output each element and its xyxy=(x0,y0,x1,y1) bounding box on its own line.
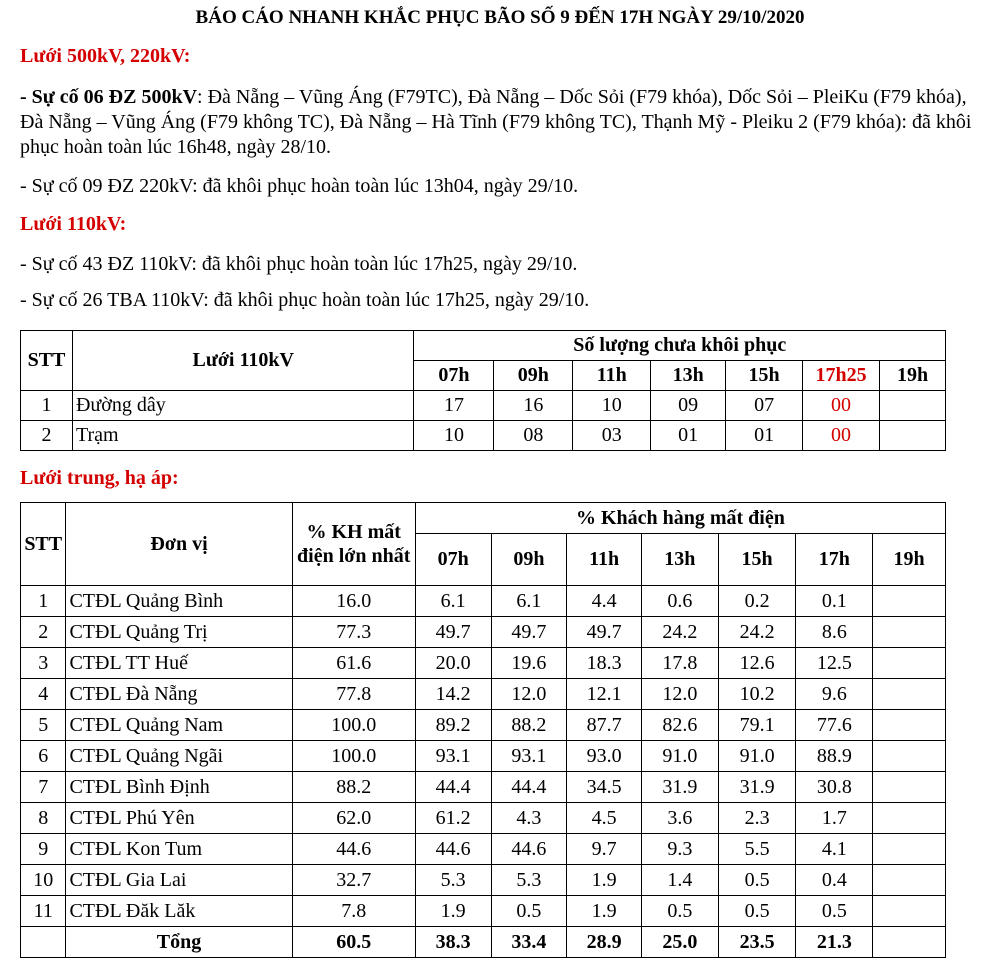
table-row xyxy=(21,617,946,648)
table2-cell-stt: 8 xyxy=(21,803,66,834)
table2-header-unit: Đơn vị xyxy=(66,503,292,586)
table2-cell-value: 49.7 xyxy=(415,617,491,648)
table1-cell-value: 16 xyxy=(494,391,573,421)
table2-total-label: Tổng xyxy=(66,927,292,958)
table2-cell-max: 62.0 xyxy=(292,803,415,834)
incident-110kv-stations-text: - Sự cố 26 TBA 110kV: đã khôi phục hoàn toàn lúc 17h25, ngày 29/10. xyxy=(20,289,590,311)
table1-header-stt: STT xyxy=(21,331,73,391)
table2-cell-value: 24.2 xyxy=(642,617,719,648)
table2-cell-value: 2.3 xyxy=(718,803,796,834)
table2-cell-value: 4.4 xyxy=(567,586,642,617)
table-row xyxy=(21,391,946,421)
table2-cell-value xyxy=(873,741,946,772)
table-row xyxy=(21,648,946,679)
table2-cell-value: 93.0 xyxy=(567,741,642,772)
table-row xyxy=(21,710,946,741)
table2-header-stt: STT xyxy=(21,503,66,586)
table2-cell-value: 91.0 xyxy=(642,741,719,772)
table2-cell-value: 12.0 xyxy=(491,679,567,710)
table2-cell-value: 18.3 xyxy=(567,648,642,679)
table2-cell-value: 1.9 xyxy=(567,865,642,896)
table2-cell-unit: CTĐL Đăk Lăk xyxy=(66,896,292,927)
table2-cell-value: 49.7 xyxy=(491,617,567,648)
table2-cell-value: 31.9 xyxy=(642,772,719,803)
table-row xyxy=(21,586,946,617)
table2-time-header: 13h xyxy=(642,534,719,586)
table2-time-header: 17h xyxy=(796,534,873,586)
table2-cell-value: 1.9 xyxy=(415,896,491,927)
table2-cell-value: 5.5 xyxy=(718,834,796,865)
table1-cell-stt: 1 xyxy=(21,391,73,421)
table-110kv-unrestored xyxy=(20,330,946,451)
table2-cell-value: 19.6 xyxy=(491,648,567,679)
table2-header-max: % KH mất điện lớn nhất xyxy=(292,503,415,586)
table2-cell-value: 20.0 xyxy=(415,648,491,679)
table1-time-header: 13h xyxy=(651,361,726,391)
table2-cell-value: 0.6 xyxy=(642,586,719,617)
table2-cell-value: 0.5 xyxy=(718,896,796,927)
table1-time-header: 09h xyxy=(494,361,573,391)
table-total-row xyxy=(21,927,946,958)
table2-cell-value: 49.7 xyxy=(567,617,642,648)
table2-cell-value: 6.1 xyxy=(415,586,491,617)
table2-total-value: 38.3 xyxy=(415,927,491,958)
table2-cell-value xyxy=(873,772,946,803)
table2-cell-value: 24.2 xyxy=(718,617,796,648)
table-row xyxy=(21,834,946,865)
table2-cell-stt: 5 xyxy=(21,710,66,741)
table1-time-header: 17h25 xyxy=(803,361,880,391)
table2-cell-value: 0.4 xyxy=(796,865,873,896)
table2-cell-max: 100.0 xyxy=(292,710,415,741)
heading-mv-lv: Lưới trung, hạ áp: xyxy=(20,467,179,489)
table2-cell-value: 91.0 xyxy=(718,741,796,772)
table2-cell-value xyxy=(873,586,946,617)
table2-cell-stt: 2 xyxy=(21,617,66,648)
table2-cell-value xyxy=(873,803,946,834)
table2-total-stt xyxy=(21,927,66,958)
table2-cell-unit: CTĐL Gia Lai xyxy=(66,865,292,896)
table2-cell-value: 4.5 xyxy=(567,803,642,834)
incident-500kv-prefix: - Sự cố 06 ĐZ 500kV xyxy=(20,86,198,108)
table1-cell-value: 01 xyxy=(726,421,803,451)
table2-cell-value: 0.5 xyxy=(491,896,567,927)
table2-cell-value: 44.4 xyxy=(415,772,491,803)
table2-cell-value: 82.6 xyxy=(642,710,719,741)
table2-cell-value xyxy=(873,679,946,710)
table2-cell-max: 77.8 xyxy=(292,679,415,710)
table2-cell-max: 44.6 xyxy=(292,834,415,865)
table1-cell-name: Trạm xyxy=(72,421,414,451)
table2-cell-stt: 7 xyxy=(21,772,66,803)
table1-cell-value: 17 xyxy=(414,391,494,421)
table1-cell-stt: 2 xyxy=(21,421,73,451)
table1-time-header: 19h xyxy=(880,361,946,391)
table2-cell-value: 0.5 xyxy=(796,896,873,927)
table2-total-value: 25.0 xyxy=(642,927,719,958)
table1-header-group: Số lượng chưa khôi phục xyxy=(414,331,946,361)
table1-cell-value: 10 xyxy=(573,391,651,421)
table2-time-header: 11h xyxy=(567,534,642,586)
table2-cell-value: 0.2 xyxy=(718,586,796,617)
table2-cell-value: 1.4 xyxy=(642,865,719,896)
table2-cell-value: 61.2 xyxy=(415,803,491,834)
table-row xyxy=(21,772,946,803)
table2-cell-value: 6.1 xyxy=(491,586,567,617)
table2-cell-max: 32.7 xyxy=(292,865,415,896)
table2-total-value xyxy=(873,927,946,958)
table2-total-value: 21.3 xyxy=(796,927,873,958)
table2-cell-value: 5.3 xyxy=(415,865,491,896)
table2-cell-value: 9.3 xyxy=(642,834,719,865)
table2-cell-stt: 6 xyxy=(21,741,66,772)
table1-cell-value: 08 xyxy=(494,421,573,451)
table2-total-value: 28.9 xyxy=(567,927,642,958)
table2-time-header: 19h xyxy=(873,534,946,586)
table-row xyxy=(21,803,946,834)
table1-time-header: 07h xyxy=(414,361,494,391)
table2-cell-max: 88.2 xyxy=(292,772,415,803)
table1-cell-value: 01 xyxy=(651,421,726,451)
incident-500kv-text: : Đà Nẵng – Vũng Áng (F79TC), Đà Nẵng – Dốc Sỏi (F79 khóa), Dốc Sỏi – PleiKu (F79 khóa), Đà Nẵng – Vũng Áng (F79 không TC), Đà Nẵng – Hà Tĩnh (F79 không TC), Thạnh Mỹ - Pleiku 2 (F79 khóa): đã khôi phục hoàn toàn lúc 16h48, ngày 28/10. xyxy=(20,86,972,158)
table2-cell-value: 12.1 xyxy=(567,679,642,710)
table-row xyxy=(21,679,946,710)
table2-header-group: % Khách hàng mất điện xyxy=(415,503,945,534)
table-row xyxy=(21,741,946,772)
table2-cell-value xyxy=(873,865,946,896)
table2-cell-value: 89.2 xyxy=(415,710,491,741)
table2-cell-value: 3.6 xyxy=(642,803,719,834)
table2-cell-unit: CTĐL Phú Yên xyxy=(66,803,292,834)
heading-110kv: Lưới 110kV: xyxy=(20,213,127,235)
table2-cell-value xyxy=(873,834,946,865)
table2-cell-unit: CTĐL Quảng Ngãi xyxy=(66,741,292,772)
table2-cell-max: 77.3 xyxy=(292,617,415,648)
table2-cell-stt: 4 xyxy=(21,679,66,710)
table2-cell-value: 9.6 xyxy=(796,679,873,710)
table2-cell-value: 5.3 xyxy=(491,865,567,896)
table2-cell-value: 12.5 xyxy=(796,648,873,679)
table2-cell-max: 7.8 xyxy=(292,896,415,927)
table2-cell-max: 100.0 xyxy=(292,741,415,772)
table2-time-header: 07h xyxy=(415,534,491,586)
table2-cell-value: 17.8 xyxy=(642,648,719,679)
table2-cell-value: 0.5 xyxy=(642,896,719,927)
table2-cell-stt: 1 xyxy=(21,586,66,617)
table2-cell-value: 88.9 xyxy=(796,741,873,772)
table1-cell-value: 10 xyxy=(414,421,494,451)
table2-total-max: 60.5 xyxy=(292,927,415,958)
table2-cell-value: 10.2 xyxy=(718,679,796,710)
table2-cell-value xyxy=(873,617,946,648)
table2-cell-value: 4.3 xyxy=(491,803,567,834)
table2-cell-unit: CTĐL Quảng Trị xyxy=(66,617,292,648)
report-title: BÁO CÁO NHANH KHẮC PHỤC BÃO SỐ 9 ĐẾN 17H NGÀY 29/10/2020 xyxy=(195,7,805,28)
table1-time-header: 15h xyxy=(726,361,803,391)
table2-cell-value: 34.5 xyxy=(567,772,642,803)
table2-time-header: 15h xyxy=(718,534,796,586)
table2-cell-max: 16.0 xyxy=(292,586,415,617)
table2-cell-unit: CTĐL Kon Tum xyxy=(66,834,292,865)
table2-cell-value xyxy=(873,710,946,741)
table2-cell-value: 79.1 xyxy=(718,710,796,741)
table2-cell-value: 88.2 xyxy=(491,710,567,741)
table2-cell-unit: CTĐL Bình Định xyxy=(66,772,292,803)
table1-cell-value: 03 xyxy=(573,421,651,451)
table2-cell-value: 1.9 xyxy=(567,896,642,927)
table2-cell-value: 44.4 xyxy=(491,772,567,803)
table-customers-outage xyxy=(20,502,946,958)
table2-cell-stt: 10 xyxy=(21,865,66,896)
table2-total-value: 33.4 xyxy=(491,927,567,958)
table2-cell-value: 0.1 xyxy=(796,586,873,617)
table2-cell-value xyxy=(873,648,946,679)
table-row xyxy=(21,865,946,896)
table2-cell-value: 8.6 xyxy=(796,617,873,648)
table2-cell-stt: 11 xyxy=(21,896,66,927)
table2-cell-value: 31.9 xyxy=(718,772,796,803)
table2-cell-value: 93.1 xyxy=(415,741,491,772)
table1-cell-value xyxy=(880,391,946,421)
table1-cell-name: Đường dây xyxy=(72,391,414,421)
heading-500-220kv: Lưới 500kV, 220kV: xyxy=(20,45,191,67)
table2-cell-unit: CTĐL TT Huế xyxy=(66,648,292,679)
table2-cell-value: 9.7 xyxy=(567,834,642,865)
incident-110kv-lines-text: - Sự cố 43 ĐZ 110kV: đã khôi phục hoàn toàn lúc 17h25, ngày 29/10. xyxy=(20,253,578,275)
table-row xyxy=(21,896,946,927)
table1-cell-value: 00 xyxy=(803,421,880,451)
table2-cell-unit: CTĐL Quảng Bình xyxy=(66,586,292,617)
table1-header-grid: Lưới 110kV xyxy=(72,331,414,391)
table2-cell-value xyxy=(873,896,946,927)
table1-cell-value: 07 xyxy=(726,391,803,421)
table2-cell-unit: CTĐL Quảng Nam xyxy=(66,710,292,741)
table1-cell-value xyxy=(880,421,946,451)
table2-cell-unit: CTĐL Đà Nẵng xyxy=(66,679,292,710)
table2-cell-value: 93.1 xyxy=(491,741,567,772)
table2-cell-value: 12.6 xyxy=(718,648,796,679)
table2-time-header: 09h xyxy=(491,534,567,586)
table2-cell-stt: 9 xyxy=(21,834,66,865)
table2-cell-value: 0.5 xyxy=(718,865,796,896)
table2-cell-value: 14.2 xyxy=(415,679,491,710)
table2-cell-stt: 3 xyxy=(21,648,66,679)
table2-cell-value: 30.8 xyxy=(796,772,873,803)
incident-500kv-paragraph xyxy=(20,85,980,160)
table2-cell-value: 44.6 xyxy=(415,834,491,865)
table2-cell-value: 44.6 xyxy=(491,834,567,865)
table2-total-value: 23.5 xyxy=(718,927,796,958)
table2-cell-value: 1.7 xyxy=(796,803,873,834)
table-row xyxy=(21,421,946,451)
table1-cell-value: 09 xyxy=(651,391,726,421)
table2-cell-value: 4.1 xyxy=(796,834,873,865)
table1-time-header: 11h xyxy=(573,361,651,391)
table1-cell-value: 00 xyxy=(803,391,880,421)
table2-cell-max: 61.6 xyxy=(292,648,415,679)
table2-cell-value: 77.6 xyxy=(796,710,873,741)
table2-cell-value: 87.7 xyxy=(567,710,642,741)
incident-220kv-text: - Sự cố 09 ĐZ 220kV: đã khôi phục hoàn toàn lúc 13h04, ngày 29/10. xyxy=(20,175,579,197)
table2-cell-value: 12.0 xyxy=(642,679,719,710)
